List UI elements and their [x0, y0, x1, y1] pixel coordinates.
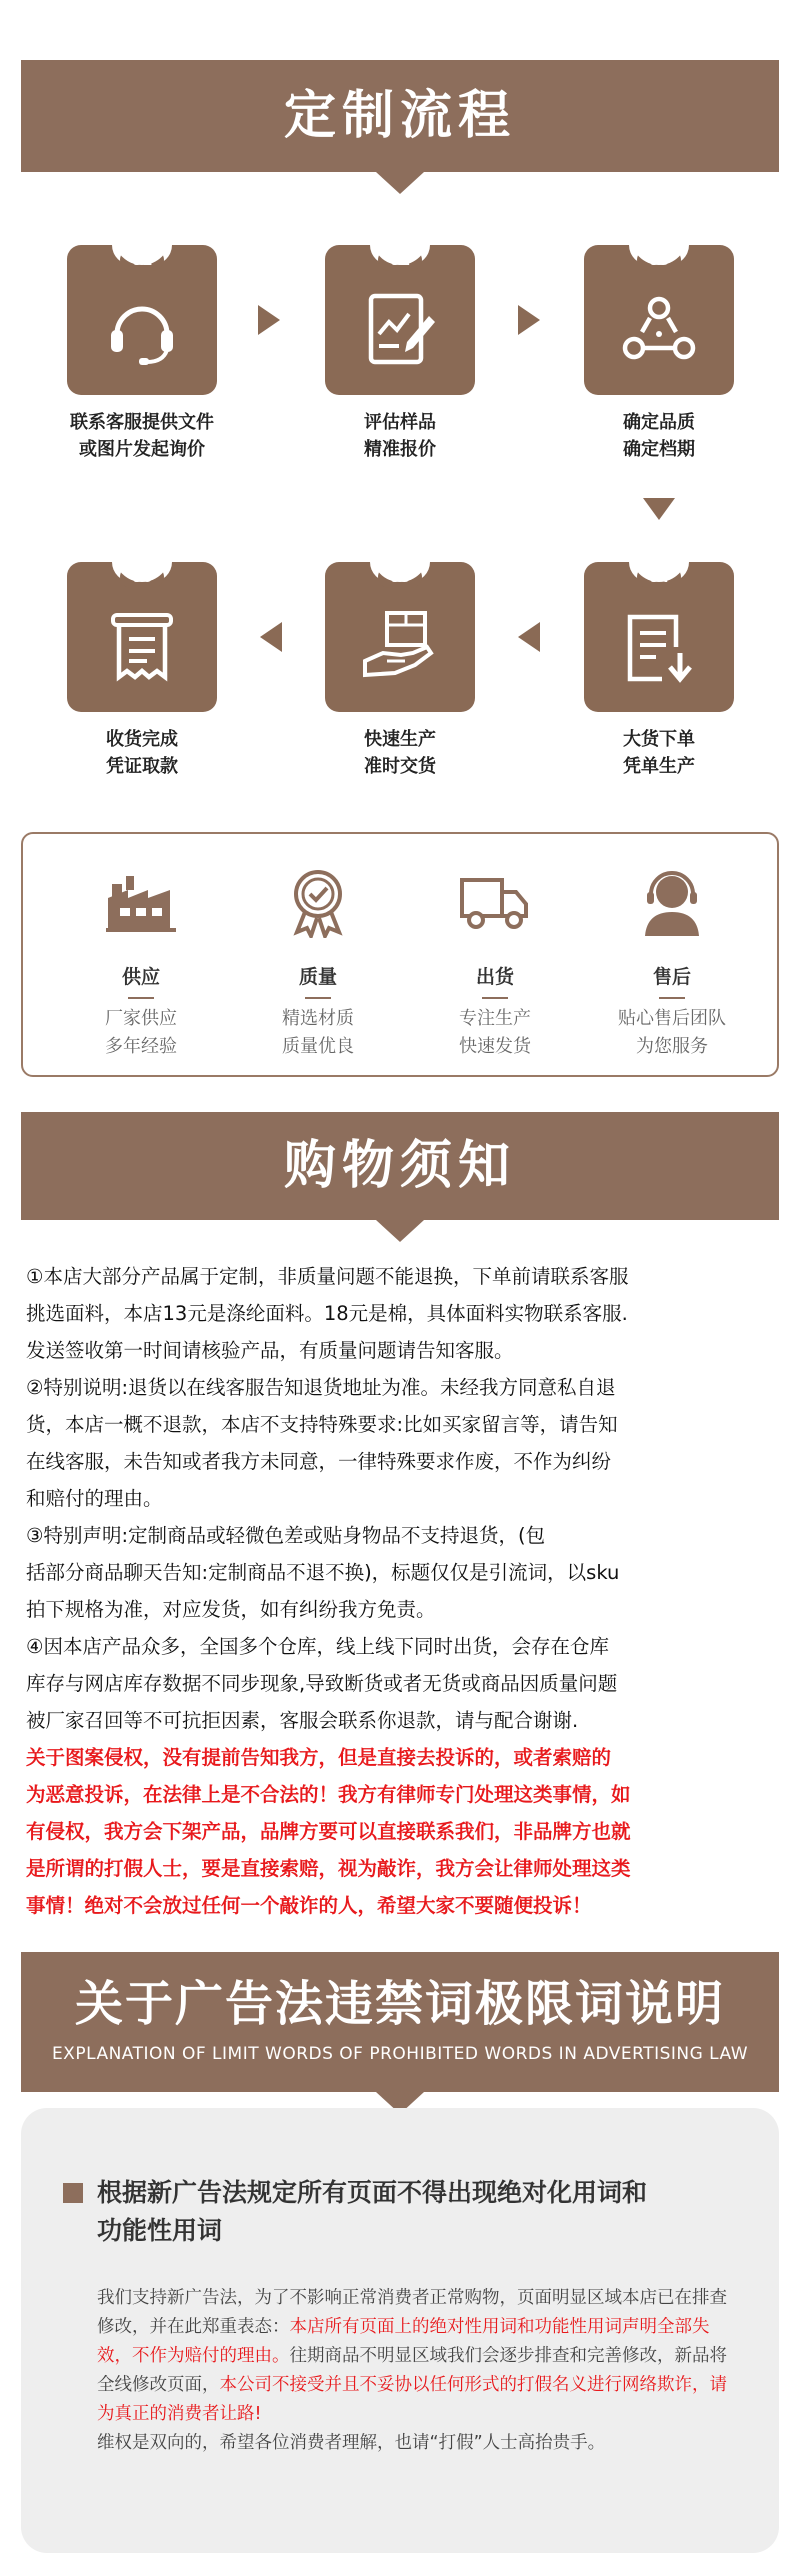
feature-quality [233, 864, 403, 1061]
adlaw-heading-line2: 功能性用词 [97, 2216, 223, 2245]
feature-desc-line1: 贴心售后团队 [618, 1008, 726, 1029]
notice-line: 被厂家召回等不可抗拒因素，客服会联系你退款，请与配合谢谢. [26, 1709, 579, 1732]
warning-line: 事情！绝对不会放过任何一个敲诈的人，希望大家不要随便投诉！ [26, 1894, 592, 1917]
square-bullet-icon [63, 2183, 83, 2203]
arrow-down-icon [643, 498, 675, 520]
step-label-line2: 准时交货 [364, 756, 436, 777]
step-number: 01 [120, 249, 164, 271]
step-icon-box [325, 245, 475, 395]
adlaw-heading-line1: 根据新广告法规定所有页面不得出现绝对化用词和 [97, 2178, 648, 2207]
notice-line: 拍下规格为准，对应发货，如有纠纷我方免责。 [26, 1598, 436, 1621]
step-label-line1: 确定品质 [623, 412, 695, 433]
receipt-icon [99, 603, 185, 689]
process-step-01 [57, 245, 227, 463]
adlaw-body-highlight: 本公司不接受并且不妥协以任何形式的打假名义进行网络欺诈，请为真正的消费者让路! [97, 2375, 727, 2424]
chart-pen-icon [357, 286, 443, 372]
notice-line: 在线客服，未告知或者我方未同意，一律特殊要求作废，不作为纠纷 [26, 1450, 612, 1473]
adlaw-body [97, 2284, 739, 2458]
feature-aftersales [587, 864, 757, 1061]
feature-title: 供应 [121, 966, 160, 988]
step-icon-box [67, 562, 217, 712]
feature-desc-line2: 快速发货 [459, 1036, 531, 1057]
adlaw-title: 关于广告法违禁词极限词说明 [74, 1976, 725, 2032]
process-step-02 [315, 245, 485, 463]
notice-title: 购物须知 [283, 1136, 516, 1196]
step-icon-box [67, 245, 217, 395]
step-label-line2: 或图片发起询价 [79, 439, 205, 460]
notice-banner [21, 1112, 779, 1220]
step-label-line2: 凭单生产 [623, 756, 695, 777]
arrow-right-icon [258, 305, 280, 335]
factory-icon [104, 864, 178, 938]
adlaw-body-text: 往期商品不明显区域我们会逐步排查和完善修改，新品将全线修改页面， [97, 2346, 727, 2395]
feature-shipping [410, 864, 580, 1061]
step-label-line1: 收货完成 [106, 729, 178, 750]
network-icon [616, 286, 702, 372]
process-title: 定制流程 [283, 86, 516, 146]
step-label-line2: 确定档期 [623, 439, 695, 460]
step-label-line1: 大货下单 [623, 729, 695, 750]
truck-icon [458, 864, 532, 938]
arrow-right-icon [518, 305, 540, 335]
notice-line: 发送签收第一时间请核验产品，有质量问题请告知客服。 [26, 1339, 514, 1362]
feature-supply [56, 864, 226, 1061]
features-panel [21, 832, 779, 1077]
process-banner [21, 60, 779, 172]
step-icon-box [584, 245, 734, 395]
process-step-05 [315, 562, 485, 780]
step-label-line1: 快速生产 [364, 729, 436, 750]
warning-line: 关于图案侵权，没有提前告知我方，但是直接去投诉的，或者索赔的 [26, 1746, 612, 1769]
step-label-line2: 凭证取款 [106, 756, 178, 777]
step-number: 05 [378, 566, 422, 588]
step-icon-box [325, 562, 475, 712]
notice-line: ①本店大部分产品属于定制，非质量问题不能退换，下单前请联系客服 [26, 1265, 629, 1288]
step-number: 02 [378, 249, 422, 271]
feature-desc-line1: 厂家供应 [105, 1008, 177, 1029]
feature-desc-line1: 精选材质 [282, 1008, 354, 1029]
process-step-04 [574, 562, 744, 780]
notice-line: 挑选面料，本店13元是涤纶面料。18元是棉，具体面料实物联系客服. [26, 1302, 628, 1325]
warning-line: 为恶意投诉，在法律上是不合法的！我方有律师专门处理这类事情，如 [26, 1783, 631, 1806]
adlaw-body-highlight: 本店所有页面上的绝对性用词和功能性用词声明全部失效，不作为赔付的理由。 [97, 2317, 710, 2366]
medal-icon [281, 864, 355, 938]
arrow-left-icon [518, 622, 540, 652]
adlaw-subtitle: EXPLANATION OF LIMIT WORDS OF PROHIBITED WORDS IN ADVERTISING LAW [51, 2044, 749, 2064]
step-label-line2: 精准报价 [364, 439, 436, 460]
warning-line: 是所谓的打假人士，要是直接索赔，视为敲诈，我方会让律师处理这类 [26, 1857, 631, 1880]
banner-pointer [376, 172, 424, 194]
feature-title: 质量 [298, 966, 337, 988]
warning-line: 有侵权，我方会下架产品，品牌方要可以直接联系我们，非品牌方也就 [26, 1820, 631, 1843]
feature-title: 售后 [652, 966, 691, 988]
adlaw-box [21, 2108, 779, 2553]
adlaw-heading [63, 2174, 753, 2250]
step-label-line1: 评估样品 [364, 412, 436, 433]
feature-desc-line2: 为您服务 [636, 1036, 708, 1057]
notice-line: 货，本店一概不退款，本店不支持特殊要求:比如买家留言等，请告知 [26, 1413, 618, 1436]
headset-icon [99, 286, 185, 372]
notice-line: 库存与网店库存数据不同步现象,导致断货或者无货或商品因质量问题 [26, 1672, 618, 1695]
arrow-left-icon [260, 622, 282, 652]
adlaw-body-text: 我们支持新广告法，为了不影响正常消费者正常购物，页面明显区域本店已在排查修改，并在此郑重表态： [97, 2288, 727, 2337]
step-number: 06 [120, 566, 164, 588]
box-hand-icon [357, 603, 443, 689]
feature-title: 出货 [475, 966, 514, 988]
notice-line: ③特别声明:定制商品或轻微色差或贴身物品不支持退货，(包 [26, 1524, 546, 1547]
notice-line: 和赔付的理由。 [26, 1487, 163, 1510]
feature-desc-line2: 多年经验 [105, 1036, 177, 1057]
process-step-06 [57, 562, 227, 780]
banner-pointer [376, 1220, 424, 1242]
step-label-line1: 联系客服提供文件 [70, 412, 214, 433]
agent-icon [635, 864, 709, 938]
notice-line: 括部分商品聊天告知:定制商品不退不换)，标题仅仅是引流词，以sku [26, 1561, 620, 1584]
notice-line: ④因本店产品众多，全国多个仓库，线上线下同时出货，会存在仓库 [26, 1635, 609, 1658]
process-step-03 [574, 245, 744, 463]
document-download-icon [616, 603, 702, 689]
step-number: 03 [637, 249, 681, 271]
notice-text [26, 1258, 776, 1924]
feature-desc-line1: 专注生产 [459, 1008, 531, 1029]
feature-desc-line2: 质量优良 [282, 1036, 354, 1057]
adlaw-body-closing: 维权是双向的，希望各位消费者理解，也请“打假”人士高抬贵手。 [97, 2433, 606, 2453]
step-number: 04 [637, 566, 681, 588]
step-icon-box [584, 562, 734, 712]
adlaw-banner [21, 1952, 779, 2092]
notice-line: ②特别说明:退货以在线客服告知退货地址为准。未经我方同意私自退 [26, 1376, 616, 1399]
